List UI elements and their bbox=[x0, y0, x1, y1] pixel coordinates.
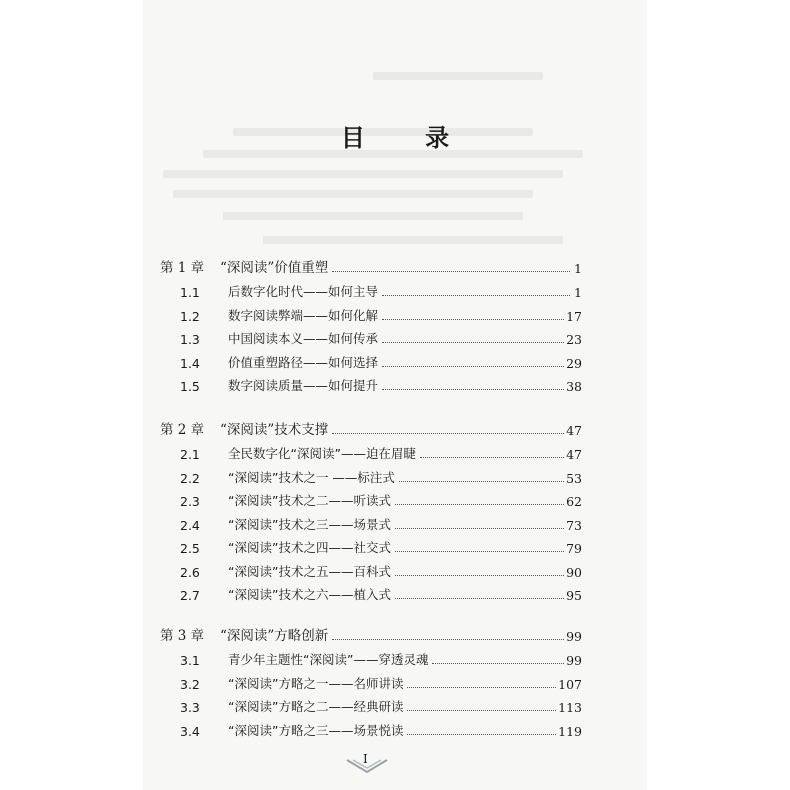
dot-leader bbox=[382, 342, 564, 343]
toc-section-row[interactable] bbox=[160, 468, 582, 486]
dot-leader bbox=[432, 663, 564, 664]
section-title: “深阅读”技术之一 ——标注式 bbox=[228, 469, 395, 485]
page-ref: 62 bbox=[566, 494, 582, 509]
section-number: 2.1 bbox=[180, 447, 200, 462]
toc-section-row[interactable] bbox=[160, 376, 582, 394]
page-ref: 47 bbox=[566, 447, 582, 462]
page-ref: 113 bbox=[558, 700, 582, 715]
chapter-number: 第 1 章 bbox=[160, 260, 205, 276]
section-title: “深阅读”技术之四——社交式 bbox=[228, 540, 391, 555]
toc-chapter-row[interactable] bbox=[160, 258, 582, 276]
bleed-through-text bbox=[263, 236, 563, 244]
section-title: “深阅读”方略之一——名师讲读 bbox=[228, 675, 404, 691]
dot-leader bbox=[407, 687, 556, 688]
page-ref: 79 bbox=[566, 541, 582, 556]
dot-leader bbox=[395, 504, 564, 505]
dot-leader bbox=[420, 457, 564, 458]
bleed-through-text bbox=[173, 190, 533, 198]
section-title: 中国阅读本义——如何传承 bbox=[228, 331, 379, 346]
section-title: “深阅读”技术之六——植入式 bbox=[228, 587, 391, 602]
toc-section-row[interactable] bbox=[160, 282, 582, 300]
page-ref: 90 bbox=[566, 564, 582, 580]
section-title: “深阅读”方略之二——经典研读 bbox=[228, 699, 404, 714]
page-title: 目 录 bbox=[340, 124, 476, 152]
toc-section-row[interactable] bbox=[160, 306, 582, 324]
section-number: 3.3 bbox=[180, 700, 200, 715]
dot-leader bbox=[395, 551, 564, 552]
toc-section-row[interactable] bbox=[160, 353, 582, 371]
section-number: 3.2 bbox=[180, 676, 200, 692]
section-number: 2.5 bbox=[180, 541, 200, 556]
dot-leader bbox=[332, 433, 564, 434]
dot-leader bbox=[407, 710, 556, 711]
toc-section-row[interactable] bbox=[160, 444, 582, 462]
page-number: I bbox=[363, 752, 368, 766]
page-ref: 95 bbox=[566, 588, 582, 603]
chapter-title: “深阅读”方略创新 bbox=[220, 628, 329, 644]
dot-leader bbox=[395, 575, 564, 576]
toc-section-row[interactable] bbox=[160, 538, 582, 556]
section-number: 3.1 bbox=[180, 653, 200, 668]
page-ref: 47 bbox=[566, 423, 582, 438]
dot-leader bbox=[382, 366, 564, 367]
section-number: 2.7 bbox=[180, 588, 200, 603]
section-number: 1.5 bbox=[180, 379, 200, 394]
section-number: 2.4 bbox=[180, 517, 200, 533]
toc-chapter-row[interactable] bbox=[160, 420, 582, 438]
dot-leader bbox=[382, 295, 570, 296]
section-number: 1.2 bbox=[180, 308, 200, 324]
section-title: “深阅读”技术之二——听读式 bbox=[228, 493, 391, 508]
toc-section-row[interactable] bbox=[160, 585, 582, 603]
dot-leader bbox=[399, 481, 564, 482]
toc-section-row[interactable] bbox=[160, 697, 582, 715]
toc-section-row[interactable] bbox=[160, 562, 582, 580]
toc-section-row[interactable] bbox=[160, 329, 582, 347]
section-number: 3.4 bbox=[180, 723, 200, 739]
page-ref: 53 bbox=[566, 470, 582, 486]
chapter-number: 第 2 章 bbox=[160, 422, 205, 438]
toc-section-row[interactable] bbox=[160, 674, 582, 692]
page-ref: 29 bbox=[566, 355, 582, 371]
page-ref: 107 bbox=[558, 676, 582, 692]
dot-leader bbox=[332, 639, 564, 640]
toc-section-row[interactable] bbox=[160, 650, 582, 668]
bleed-through-text bbox=[163, 170, 563, 178]
toc-chapter-row[interactable] bbox=[160, 626, 582, 644]
toc-section-row[interactable] bbox=[160, 721, 582, 739]
section-title: 青少年主题性“深阅读”——穿透灵魂 bbox=[228, 652, 429, 667]
section-title: 数字阅读质量——如何提升 bbox=[228, 378, 379, 393]
toc-section-row[interactable] bbox=[160, 491, 582, 509]
section-title: 价值重塑路径——如何选择 bbox=[228, 354, 379, 370]
section-number: 1.3 bbox=[180, 332, 200, 347]
page-ref: 38 bbox=[566, 379, 582, 394]
section-title: 全民数字化“深阅读”——迫在眉睫 bbox=[228, 446, 416, 461]
chevron-down-icon bbox=[345, 758, 389, 776]
section-number: 2.3 bbox=[180, 494, 200, 509]
section-title: “深阅读”技术之五——百科式 bbox=[228, 563, 391, 579]
dot-leader bbox=[395, 528, 564, 529]
section-title: 后数字化时代——如何主导 bbox=[228, 284, 379, 299]
page-ref: 23 bbox=[566, 332, 582, 347]
chapter-number: 第 3 章 bbox=[160, 628, 205, 644]
chapter-title: “深阅读”技术支撑 bbox=[220, 422, 329, 438]
dot-leader bbox=[382, 319, 564, 320]
dot-leader bbox=[332, 271, 570, 272]
section-number: 2.2 bbox=[180, 470, 200, 486]
dot-leader bbox=[395, 598, 564, 599]
section-number: 2.6 bbox=[180, 564, 200, 580]
page-ref: 1 bbox=[574, 285, 582, 300]
bleed-through-text bbox=[373, 72, 543, 80]
bleed-through-text bbox=[223, 212, 523, 220]
section-title: 数字阅读弊端——如何化解 bbox=[228, 307, 379, 323]
chapter-title: “深阅读”价值重塑 bbox=[220, 260, 329, 276]
section-title: “深阅读”技术之三——场景式 bbox=[228, 516, 391, 532]
page-ref: 73 bbox=[566, 517, 582, 533]
section-number: 1.4 bbox=[180, 355, 200, 371]
dot-leader bbox=[382, 389, 564, 390]
page-ref: 1 bbox=[574, 261, 582, 276]
section-number: 1.1 bbox=[180, 285, 200, 300]
page-ref: 17 bbox=[566, 308, 582, 324]
dot-leader bbox=[407, 734, 556, 735]
page-ref: 99 bbox=[566, 653, 582, 668]
section-title: “深阅读”方略之三——场景悦读 bbox=[228, 722, 404, 738]
page-ref: 99 bbox=[566, 629, 582, 644]
page-ref: 119 bbox=[558, 723, 582, 739]
toc-section-row[interactable] bbox=[160, 515, 582, 533]
